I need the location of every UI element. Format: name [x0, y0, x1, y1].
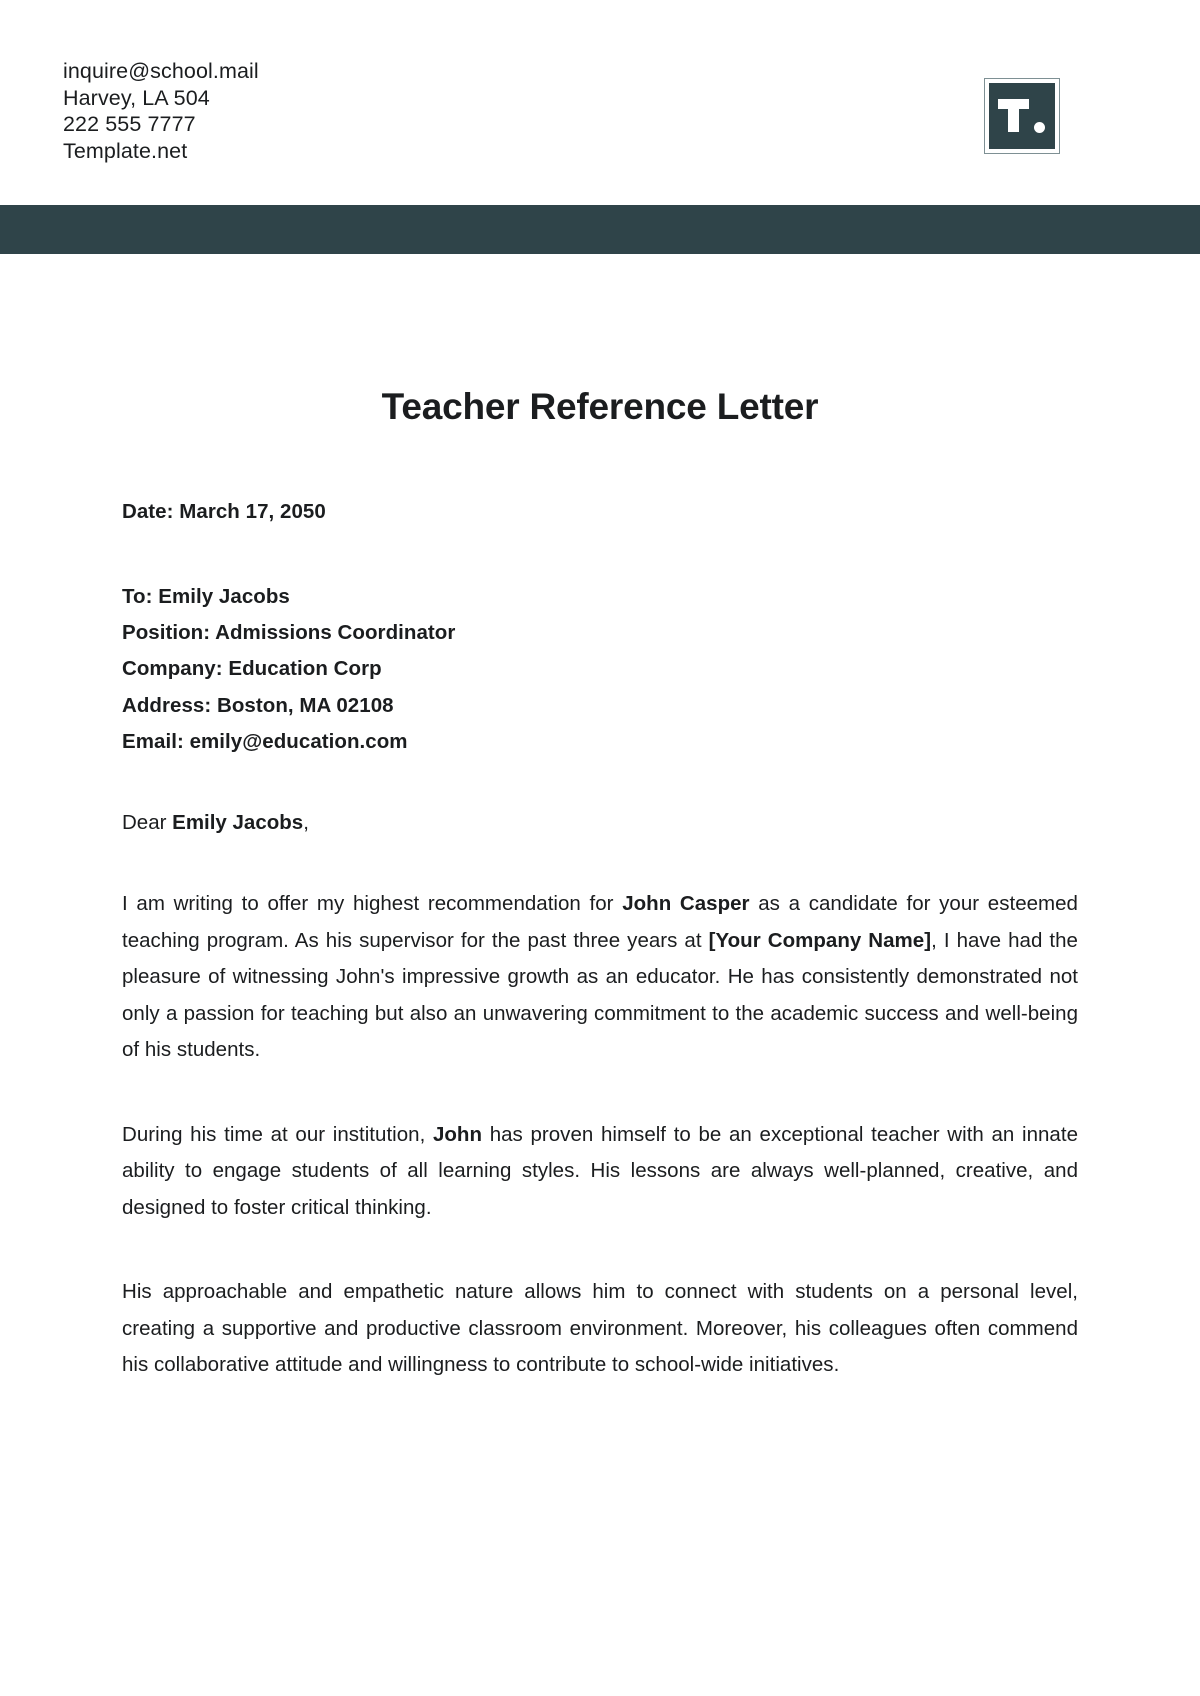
brand-logo: [984, 78, 1060, 154]
recipient-address: Address: Boston, MA 02108: [122, 693, 394, 717]
recipient-block: [122, 579, 1078, 760]
header-accent-bar: [0, 205, 1200, 254]
letter-body: [0, 254, 1200, 1384]
sender-phone: 222 555 7777: [63, 112, 196, 136]
sender-address: Harvey, LA 504: [63, 85, 210, 110]
letter-paragraphs: [122, 886, 1078, 1384]
paragraph-text: During his time at our institution,: [122, 1122, 433, 1146]
emphasized-text: [Your Company Name]: [708, 928, 932, 952]
logo-inner-square: [989, 83, 1055, 149]
paragraph-text: I am writing to offer my highest recommendation for: [122, 892, 623, 916]
paragraph-text: , I have had the pleasure of witnessing John's impressive growth as an educator. He has consistently demonstrated not only a passion for teaching but also an unwavering commitment to the academic success and well-being of his students.: [122, 928, 1078, 1062]
sender-contact-block: [63, 58, 259, 164]
recipient-email: Email: emily@education.com: [122, 729, 408, 753]
recipient-company: Company: Education Corp: [122, 657, 382, 681]
logo-dot-icon: [1034, 122, 1045, 133]
paragraph-text: as a candidate for your esteemed teaching program. As his supervisor for the past three years at: [122, 892, 1078, 952]
sender-website: Template.net: [63, 138, 188, 163]
recipient-position: Position: Admissions Coordinator: [122, 621, 456, 645]
letter-header: [0, 0, 1200, 205]
sender-email: inquire@school.mail: [63, 59, 259, 83]
logo-t-stem: [1008, 99, 1019, 132]
letter-paragraph: [122, 1117, 1078, 1227]
salutation-suffix: ,: [303, 811, 309, 835]
emphasized-text: John: [432, 1122, 483, 1146]
salutation-prefix: Dear: [122, 811, 173, 835]
page-title: Teacher Reference Letter: [381, 386, 819, 427]
letter-t-logo-icon: [984, 78, 1060, 154]
letter-paragraph: [122, 886, 1078, 1069]
salutation: [122, 808, 1078, 838]
salutation-name: Emily Jacobs: [172, 811, 304, 835]
letter-paragraph: [122, 1274, 1078, 1384]
paragraph-text: His approachable and empathetic nature allows him to connect with students on a personal level, creating a supportive and productive classroom environment. Moreover, his colleagues often commend his collaborative attitude and willingness to contribute to school-wide initiatives.: [122, 1280, 1078, 1377]
recipient-name: To: Emily Jacobs: [122, 585, 290, 608]
paragraph-text: has proven himself to be an exceptional teacher with an innate ability to engage students of all learning styles. His lessons are always well-planned, creative, and designed to foster critical thinking.: [122, 1122, 1078, 1219]
emphasized-text: John Casper: [622, 892, 750, 916]
letter-date: Date: March 17, 2050: [122, 500, 326, 523]
